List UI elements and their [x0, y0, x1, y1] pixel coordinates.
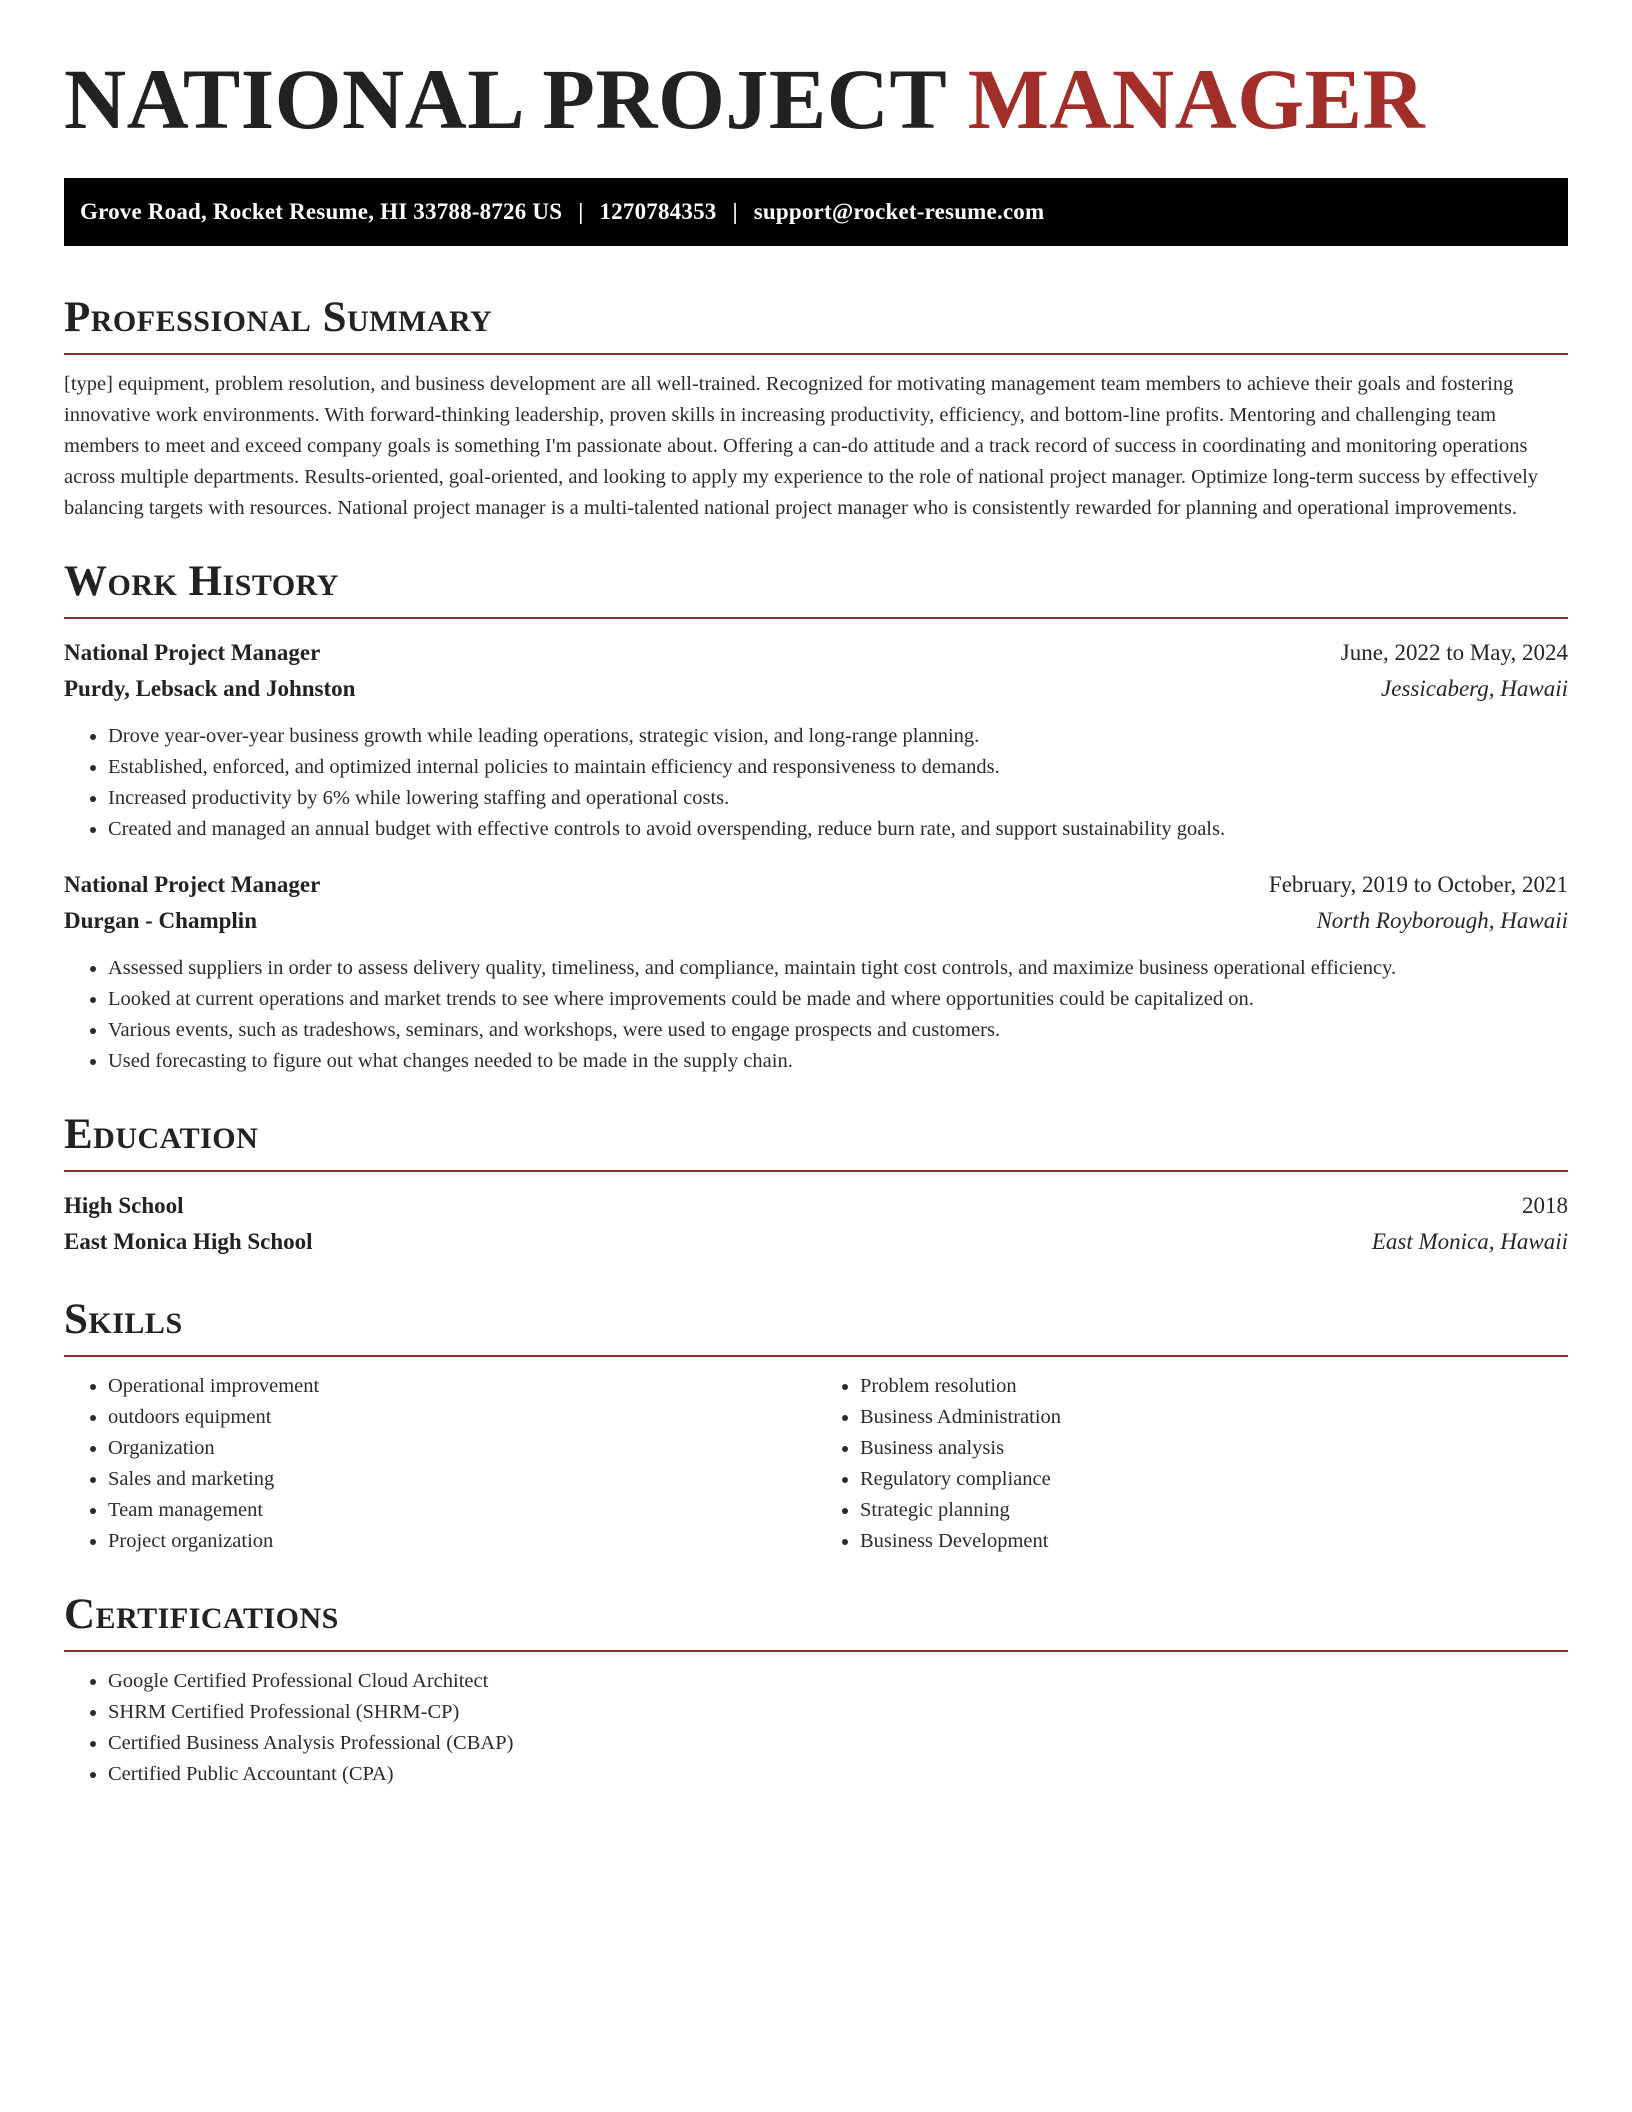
- education-section: [64, 1113, 1568, 1260]
- job-bullet: • Established, enforced, and optimized internal policies to maintain efficiency and responsiveness to demands.: [108, 752, 1568, 783]
- section-divider: [64, 353, 1568, 355]
- skill-item: • Strategic planning: [860, 1495, 1568, 1526]
- skills-grid: [64, 1371, 1568, 1557]
- education-entry: [64, 1188, 1568, 1260]
- education-degree: High School: [64, 1193, 184, 1218]
- contact-phone: 1270784353: [599, 199, 717, 224]
- job-bullet: • Looked at current operations and market trends to see where improvements could be made and where opportunities could be capitalized on.: [108, 984, 1568, 1015]
- section-divider: [64, 617, 1568, 619]
- contact-separator: |: [732, 199, 738, 224]
- certifications-section: [64, 1593, 1568, 1790]
- job-bullet: • Increased productivity by 6% while lowering staffing and operational costs.: [108, 783, 1568, 814]
- skill-item: • outdoors equipment: [108, 1402, 816, 1433]
- job-bullet: • Various events, such as tradeshows, seminars, and workshops, were used to engage prospects and customers.: [108, 1015, 1568, 1046]
- work-history-section: [64, 560, 1568, 1077]
- certification-item: • Google Certified Professional Cloud Architect: [108, 1666, 1568, 1697]
- skills-list-left: [64, 1371, 816, 1557]
- contact-separator: |: [578, 199, 584, 224]
- name-main: NATIONAL PROJECT: [64, 51, 946, 147]
- section-divider: [64, 1650, 1568, 1652]
- skill-item: • Business analysis: [860, 1433, 1568, 1464]
- skill-item: • Business Development: [860, 1526, 1568, 1557]
- resume-name-heading: [64, 51, 1568, 147]
- job-location: North Royborough, Hawaii: [1316, 908, 1568, 933]
- job-bullet: • Used forecasting to figure out what changes needed to be made in the supply chain.: [108, 1046, 1568, 1077]
- skills-list-right: [816, 1371, 1568, 1557]
- section-title-certifications: Certifications: [64, 1591, 339, 1638]
- section-title-skills: Skills: [64, 1296, 183, 1343]
- job-company: Durgan - Champlin: [64, 908, 257, 933]
- job-location: Jessicaberg, Hawaii: [1381, 676, 1568, 701]
- job-role: National Project Manager: [64, 640, 321, 665]
- skill-item: • Organization: [108, 1433, 816, 1464]
- education-year: 2018: [1522, 1193, 1568, 1218]
- certifications-list: [64, 1666, 1568, 1790]
- job-bullet: • Created and managed an annual budget with effective controls to avoid overspending, reduce burn rate, and support sustainability goals.: [108, 814, 1568, 845]
- skill-item: • Problem resolution: [860, 1371, 1568, 1402]
- job-bullet-list: [64, 721, 1568, 845]
- skill-item: • Project organization: [108, 1526, 816, 1557]
- contact-email: support@rocket-resume.com: [753, 199, 1045, 224]
- section-divider: [64, 1355, 1568, 1357]
- education-location: East Monica, Hawaii: [1371, 1229, 1568, 1254]
- job-bullet: • Assessed suppliers in order to assess delivery quality, timeliness, and compliance, maintain tight cost controls, and maximize business operational efficiency.: [108, 953, 1568, 984]
- contact-address: Grove Road, Rocket Resume, HI 33788-8726 US: [80, 199, 563, 224]
- certification-item: • SHRM Certified Professional (SHRM-CP): [108, 1697, 1568, 1728]
- job-bullet-list: [64, 953, 1568, 1077]
- summary-section: [64, 296, 1568, 524]
- skill-item: • Operational improvement: [108, 1371, 816, 1402]
- certification-item: • Certified Public Accountant (CPA): [108, 1759, 1568, 1790]
- name-accent: MANAGER: [967, 51, 1426, 147]
- job-bullet: • Drove year-over-year business growth while leading operations, strategic vision, and long-range planning.: [108, 721, 1568, 752]
- contact-bar: [64, 178, 1568, 246]
- certification-item: • Certified Business Analysis Professional (CBAP): [108, 1728, 1568, 1759]
- job-role: National Project Manager: [64, 872, 321, 897]
- job-dates: June, 2022 to May, 2024: [1340, 640, 1568, 665]
- job-entry: [64, 635, 1568, 845]
- section-title-education: Education: [64, 1111, 259, 1158]
- section-title-work-history: Work History: [64, 558, 339, 605]
- job-dates: February, 2019 to October, 2021: [1268, 872, 1568, 897]
- skill-item: • Team management: [108, 1495, 816, 1526]
- skills-section: [64, 1298, 1568, 1557]
- job-entry: [64, 867, 1568, 1077]
- section-title-summary: Professional Summary: [64, 294, 493, 341]
- job-company: Purdy, Lebsack and Johnston: [64, 676, 356, 701]
- skill-item: • Regulatory compliance: [860, 1464, 1568, 1495]
- skill-item: • Business Administration: [860, 1402, 1568, 1433]
- section-divider: [64, 1170, 1568, 1172]
- education-school: East Monica High School: [64, 1229, 313, 1254]
- summary-text: [type] equipment, problem resolution, and business development are all well-trained. Recognized for motivating management team members to achieve their goals and fostering innovative work environments. With forward-thinking leadership, proven skills in increasing productivity, efficiency, and bottom-line profits. Mentoring and challenging team members to meet and exceed company goals is something I'm passionate about. Offering a can-do attitude and a track record of success in coordinating and monitoring operations across multiple departments. Results-oriented, goal-oriented, and looking to apply my experience to the role of national project manager. Optimize long-term success by effectively balancing targets with resources. National project manager is a multi-talented national project manager who is consistently rewarded for planning and operational improvements.: [64, 373, 1539, 519]
- skill-item: • Sales and marketing: [108, 1464, 816, 1495]
